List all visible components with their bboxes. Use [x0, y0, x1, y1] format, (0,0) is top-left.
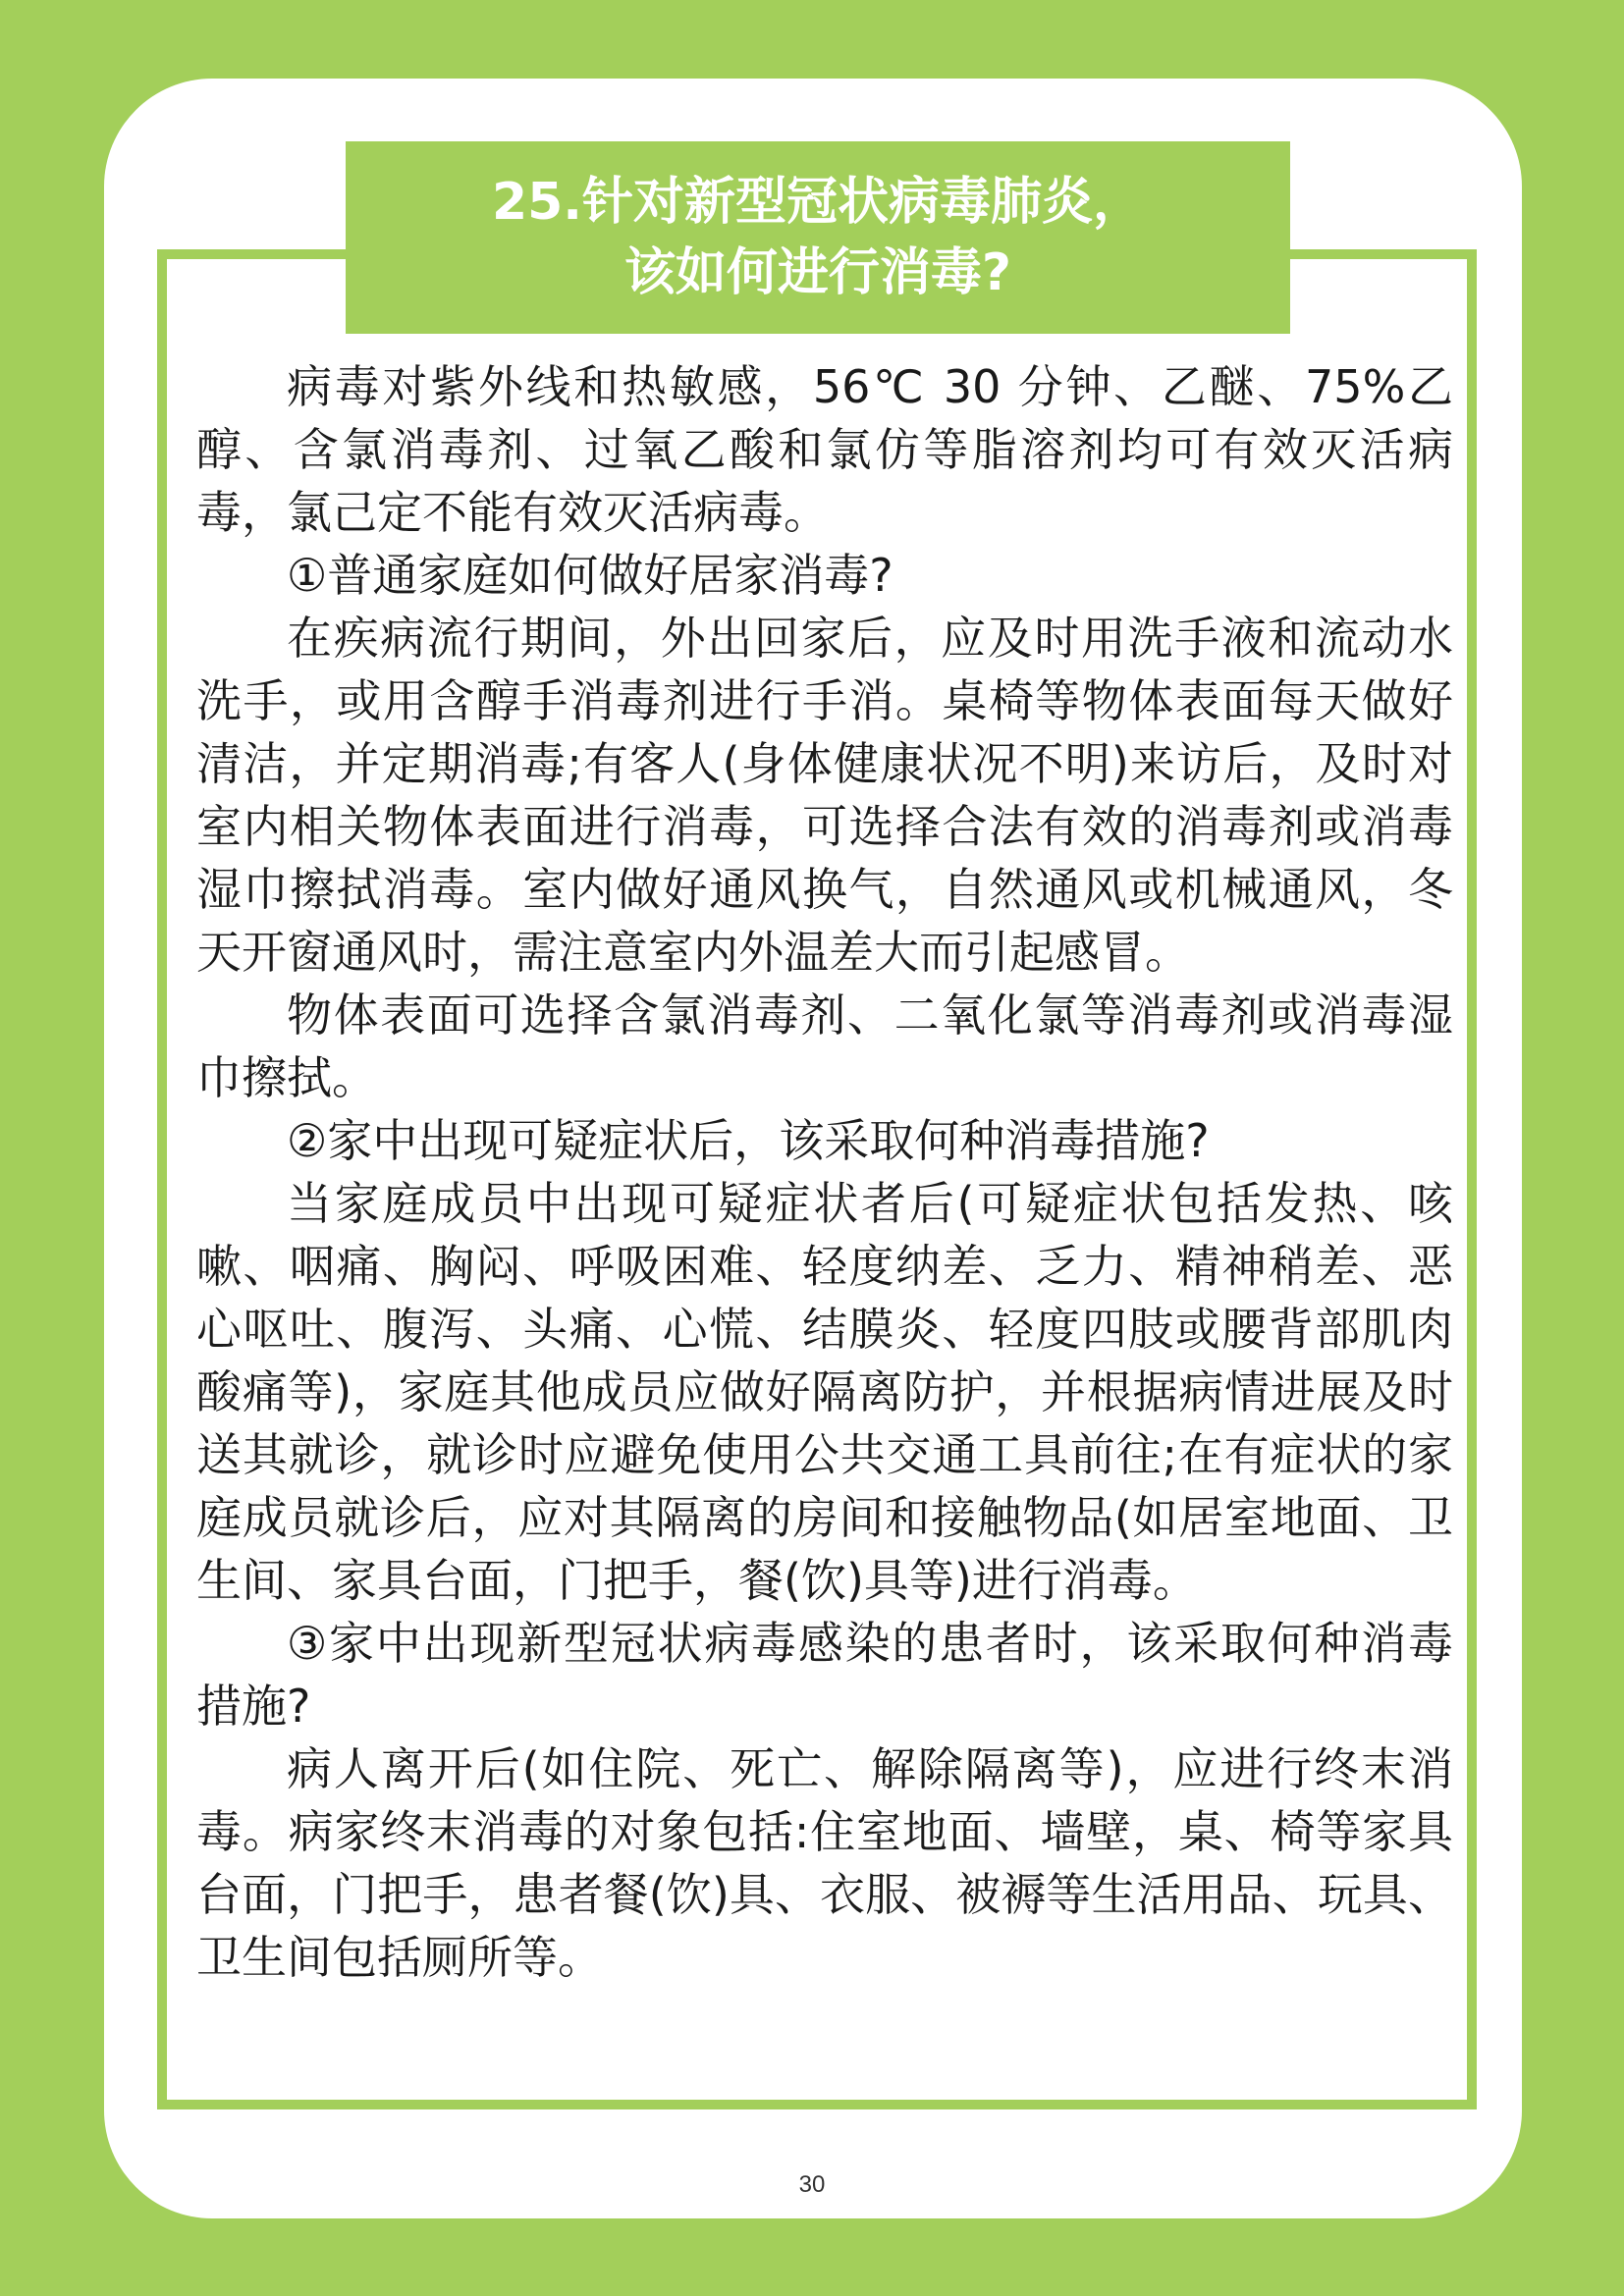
subheading-3: ③家中出现新型冠状病毒感染的患者时，该采取何种消毒措施? [196, 1617, 1453, 1733]
paragraph-home-disinfection: 在疾病流行期间，外出回家后，应及时用洗手液和流动水洗手，或用含醇手消毒剂进行手消。桌椅等物体表面每天做好清洁，并定期消毒;有客人(身体健康状况不明)来访后，及时对室内相关物体表面进行消毒，可选择合法有效的消毒剂或消毒湿巾擦拭消毒。室内做好通风换气，自然通风或机械通风，冬天开窗通风时，需注意室内外温差大而引起感冒。 [196, 612, 1453, 979]
title-line-1: 25.针对新型冠状病毒肺炎， [491, 173, 1145, 232]
question-title [346, 141, 1290, 334]
page-number: 30 [798, 2171, 826, 2198]
subheading-2: ②家中出现可疑症状后，该采取何种消毒措施? [287, 1114, 1210, 1167]
answer-body [196, 355, 1453, 1989]
paragraph-intro: 病毒对紫外线和热敏感，56℃ 30 分钟、乙醚、75%乙醇、含氯消毒剂、过氧乙酸和氯仿等脂溶剂均可有效灭活病毒，氯己定不能有效灭活病毒。 [196, 360, 1453, 539]
title-line-2: 该如何进行消毒? [623, 243, 1012, 302]
paragraph-terminal-disinfection: 病人离开后(如住院、死亡、解除隔离等)，应进行终末消毒。病家终末消毒的对象包括:住室地面、墙壁，桌、椅等家具台面，门把手，患者餐(饮)具、衣服、被褥等生活用品、玩具、卫生间包括厕所等。 [196, 1742, 1453, 1984]
paragraph-surface-disinfectants: 物体表面可选择含氯消毒剂、二氧化氯等消毒剂或消毒湿巾擦拭。 [196, 988, 1453, 1104]
paragraph-suspected-symptoms: 当家庭成员中出现可疑症状者后(可疑症状包括发热、咳嗽、咽痛、胸闷、呼吸困难、轻度纳差、乏力、精神稍差、恶心呕吐、腹泻、头痛、心慌、结膜炎、轻度四肢或腰背部肌肉酸痛等)，家庭其他成员应做好隔离防护，并根据病情进展及时送其就诊，就诊时应避免使用公共交通工具前往;在有症状的家庭成员就诊后，应对其隔离的房间和接触物品(如居室地面、卫生间、家具台面，门把手，餐(饮)具等)进行消毒。 [196, 1177, 1453, 1607]
subheading-1: ①普通家庭如何做好居家消毒? [287, 549, 893, 602]
